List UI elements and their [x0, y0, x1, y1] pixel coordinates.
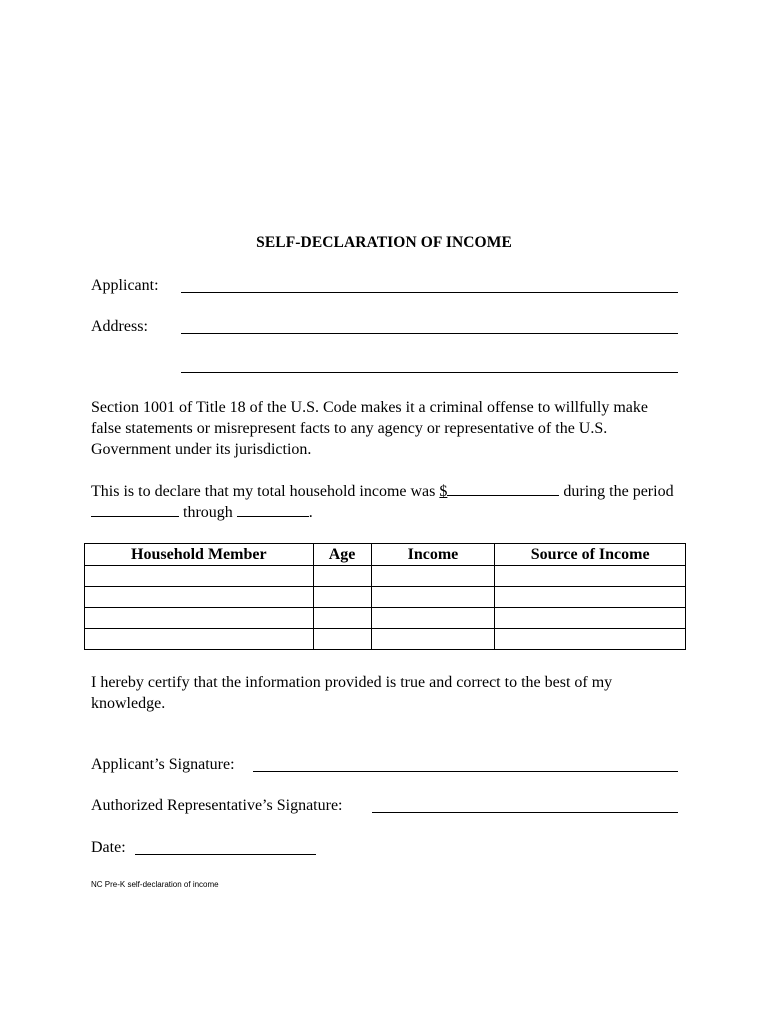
- date-field[interactable]: [135, 854, 316, 855]
- household-member-cell[interactable]: [85, 566, 314, 587]
- header-source-of-income: Source of Income: [495, 544, 686, 566]
- address-row: [91, 316, 681, 338]
- table-row: [85, 587, 686, 608]
- address-field-line-1[interactable]: [181, 333, 678, 334]
- representative-signature-row: [91, 795, 681, 817]
- table-header-row: [85, 544, 686, 566]
- footer-note: NC Pre-K self-declaration of income: [91, 880, 219, 889]
- household-member-cell[interactable]: [85, 608, 314, 629]
- table-row: [85, 608, 686, 629]
- address-label: Address:: [91, 318, 148, 335]
- date-row: [91, 837, 331, 859]
- address-field-line-2[interactable]: [181, 372, 678, 373]
- period-end-field[interactable]: [237, 502, 309, 517]
- declaration-text-3: through: [179, 504, 237, 521]
- income-declaration: [91, 481, 681, 523]
- date-label: Date:: [91, 839, 126, 856]
- declaration-text-4: .: [308, 504, 313, 521]
- declaration-text-2: during the period: [559, 483, 674, 500]
- declaration-text-1: This is to declare that my total household income was: [91, 483, 440, 500]
- income-cell[interactable]: [371, 629, 495, 650]
- address-row-2: [91, 357, 681, 379]
- income-cell[interactable]: [371, 608, 495, 629]
- household-member-cell[interactable]: [85, 587, 314, 608]
- source-of-income-cell[interactable]: [495, 587, 686, 608]
- income-cell[interactable]: [371, 587, 495, 608]
- header-income: Income: [371, 544, 495, 566]
- applicant-field[interactable]: [181, 292, 678, 293]
- period-start-field[interactable]: [91, 502, 179, 517]
- applicant-row: [91, 275, 681, 297]
- household-table: [84, 543, 686, 650]
- source-of-income-cell[interactable]: [495, 608, 686, 629]
- income-amount-field[interactable]: [447, 481, 559, 496]
- age-cell[interactable]: [313, 587, 371, 608]
- header-household-member: Household Member: [85, 544, 314, 566]
- representative-signature-field[interactable]: [372, 812, 678, 813]
- income-cell[interactable]: [371, 566, 495, 587]
- applicant-signature-row: [91, 754, 681, 776]
- applicant-signature-field[interactable]: [253, 771, 678, 772]
- source-of-income-cell[interactable]: [495, 629, 686, 650]
- representative-signature-label: Authorized Representative’s Signature:: [91, 797, 343, 814]
- certification-statement: I hereby certify that the information provided is true and correct to the best of my knowledge.: [91, 674, 613, 712]
- age-cell[interactable]: [313, 566, 371, 587]
- table-row: [85, 629, 686, 650]
- applicant-signature-label: Applicant’s Signature:: [91, 756, 235, 773]
- legal-notice: Section 1001 of Title 18 of the U.S. Code makes it a criminal offense to willfully make false statements or misrepresent facts to any agency or representative of the U.S. Government under its jurisdiction.: [91, 399, 648, 458]
- dollar-sign: $: [439, 483, 448, 500]
- header-age: Age: [313, 544, 371, 566]
- household-member-cell[interactable]: [85, 629, 314, 650]
- form-title: SELF-DECLARATION OF INCOME: [256, 234, 512, 251]
- table-row: [85, 566, 686, 587]
- age-cell[interactable]: [313, 608, 371, 629]
- age-cell[interactable]: [313, 629, 371, 650]
- source-of-income-cell[interactable]: [495, 566, 686, 587]
- applicant-label: Applicant:: [91, 277, 159, 294]
